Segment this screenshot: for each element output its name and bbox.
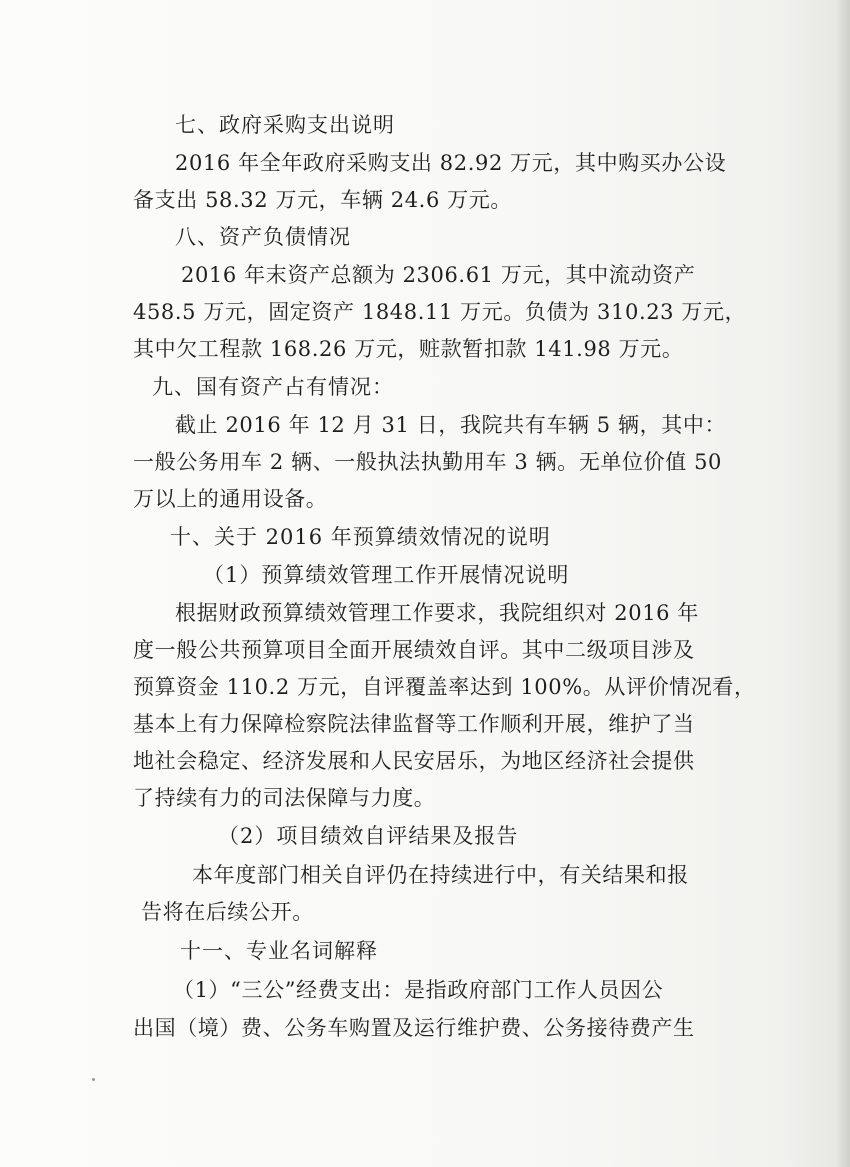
text-line: 一般公务用车 2 辆、一般执法执勤用车 3 辆。无单位价值 50 — [133, 450, 723, 474]
text-line: 十、关于 2016 年预算绩效情况的说明 — [170, 525, 551, 549]
text-line: （1）“三公”经费支出：是指政府部门工作人员因公 — [173, 978, 664, 1002]
text-line: 地社会稳定、经济发展和人民安居乐，为地区经济社会提供 — [133, 749, 695, 773]
text-line: 了持续有力的司法保障与力度。 — [133, 786, 436, 810]
text-line: 万以上的通用设备。 — [133, 487, 328, 511]
text-line: 十一、专业名词解释 — [180, 939, 378, 963]
text-line: 八、资产负债情况 — [175, 225, 351, 249]
text-line: 预算资金 110.2 万元，自评覆盖率达到 100%。从评价情况看， — [133, 675, 756, 699]
text-line: 备支出 58.32 万元，车辆 24.6 万元。 — [133, 188, 512, 212]
text-line: 告将在后续公开。 — [141, 900, 314, 924]
text-line: 458.5 万元，固定资产 1848.11 万元。负债为 310.23 万元， — [133, 300, 747, 324]
text-line: 截止 2016 年 12 月 31 日，我院共有车辆 5 辆，其中： — [175, 413, 727, 437]
text-line: 2016 年全年政府采购支出 82.92 万元，其中购买办公设 — [175, 151, 727, 175]
text-line: 九、国有资产占有情况： — [152, 375, 394, 399]
text-line: 其中欠工程款 168.26 万元，赃款暂扣款 141.98 万元。 — [133, 337, 684, 361]
text-line: 根据财政预算绩效管理工作要求，我院组织对 2016 年 — [175, 601, 699, 625]
scan-speck — [92, 1078, 95, 1081]
text-line: 度一般公共预算项目全面开展绩效自评。其中二级项目涉及 — [133, 638, 695, 662]
text-line: （2）项目绩效自评结果及报告 — [218, 824, 519, 848]
text-line: 基本上有力保障检察院法律监督等工作顺利开展，维护了当 — [133, 712, 695, 736]
text-line: （1）预算绩效管理工作开展情况说明 — [203, 563, 570, 587]
text-line: 本年度部门相关自评仍在持续进行中，有关结果和报 — [192, 863, 689, 887]
page-edge-shadow — [836, 0, 850, 1167]
text-line: 2016 年末资产总额为 2306.61 万元，其中流动资产 — [181, 263, 696, 287]
text-line: 出国（境）费、公务车购置及运行维护费、公务接待费产生 — [133, 1016, 695, 1040]
text-line: 七、政府采购支出说明 — [175, 113, 395, 137]
